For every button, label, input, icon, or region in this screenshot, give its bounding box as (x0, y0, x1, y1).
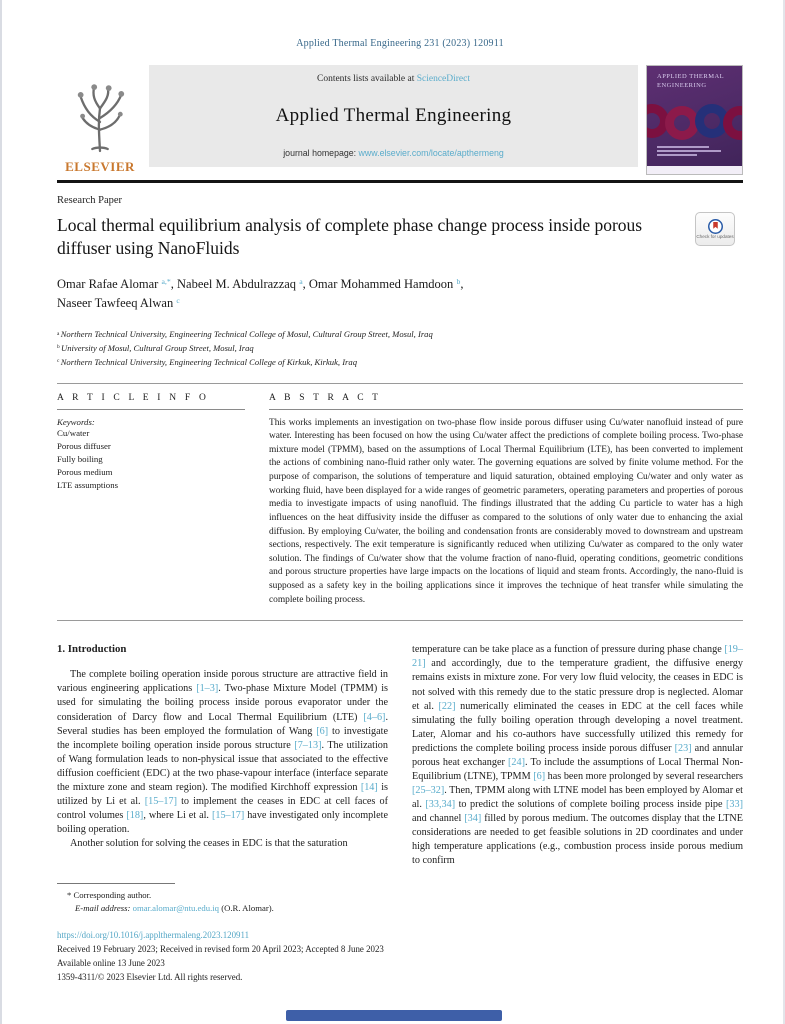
header-divider (57, 180, 743, 183)
paper-title: Local thermal equilibrium analysis of complete phase change process inside porous diffuser using NanoFluids (57, 215, 643, 259)
footnote-divider (57, 883, 175, 884)
citation-link[interactable]: [6] (316, 725, 329, 737)
received-dates-line: Received 19 February 2023; Received in revised form 20 April 2023; Accepted 8 June 2023 (57, 943, 384, 954)
citation-link[interactable]: [15–17] (144, 795, 177, 807)
citation-link[interactable]: [14] (360, 781, 378, 793)
keyword: LTE assumptions (57, 480, 119, 491)
cover-ring-decoration (723, 106, 743, 140)
cover-ring-decoration (665, 106, 699, 140)
keyword: Fully boiling (57, 453, 103, 464)
abstract-heading: A B S T R A C T (269, 392, 382, 403)
elsevier-logo-text: ELSEVIER (65, 159, 135, 174)
citation-link[interactable]: a,* (161, 276, 171, 286)
email-link[interactable]: omar.alomar@ntu.edu.iq (132, 903, 220, 914)
section-divider (57, 383, 743, 384)
article-info-heading: A R T I C L E I N F O (57, 392, 210, 403)
cover-text-lines (657, 146, 721, 158)
keyword: Porous medium (57, 467, 113, 478)
intro-paragraph-continued: temperature can be take place as a function of pressure during phase change [19–21] and accordingly, due to the temperature gradient, the diffusive energy remains exists in mixture zone. For very low fluid velocity, the ceases in EDC is not solved with this remedy due to the static pressure drop is neglected. Alomar et al. [22] numerically eliminated the ceases in EDC at the cell faces while simulating the fully boiling operation through developing a novel treatment. Later, Alomar and his co-authors have successfully utilized this remedy for predictions the complete boiling process inside porous diffuser [23] and annular porous heat exchanger [24]. To include the assumptions of Local Thermal Non-Equilibrium (LTNE), TPMM [6] has been more prolonged by several researchers [25–32]. Then, TPMM along with LTNE model has been employed by Alomar et al. [33,34] to predict the solutions of complete boiling process inside pipe [33] and channel [34] filled by porous medium. The outcomes display that the LTNE considerations are needed to get feasible solutions in 2D coordinates and under high temperature applications (e.g., combustion process inside porous medium to confirm (412, 644, 743, 867)
citation-link[interactable]: [23] (674, 742, 692, 754)
footnotes (57, 889, 743, 916)
citation-link[interactable]: [6] (533, 770, 546, 782)
journal-banner (149, 65, 638, 167)
intro-paragraph-2: Another solution for solving the ceases in EDC is that the saturation (70, 838, 348, 850)
body-columns (57, 643, 743, 868)
citation-link[interactable]: [25–32] (412, 785, 445, 797)
citation-link[interactable]: a (299, 276, 303, 286)
article-type-label: Research Paper (57, 195, 123, 206)
keyword: Cu/water (57, 427, 90, 438)
cover-title: APPLIED THERMAL ENGINEERING (657, 73, 724, 89)
affiliation-a: $^a$ Northern Technical University, Engineering Technical College of Mosul, Cultural Group Street, Mosul, Iraq (57, 329, 433, 340)
citation-link[interactable]: [34] (464, 813, 482, 825)
author-line-2: Naseer Tawfeeq Alwan $^c$ (57, 295, 180, 310)
citation-link[interactable]: [7–13] (294, 739, 322, 751)
citation-link[interactable]: [33] (726, 799, 743, 811)
journal-cover-thumbnail (646, 65, 743, 175)
running-head-citation: Applied Thermal Engineering 231 (2023) 120911 (296, 38, 504, 49)
elsevier-logo (57, 65, 149, 175)
author-line-1: Omar Rafae Alomar $^{a,*}$, Nabeel M. Abdulrazzaq $^a$, Omar Mohammed Hamdoon $^b$, (57, 276, 464, 291)
citation-link[interactable]: [33,34] (425, 799, 456, 811)
journal-title: Applied Thermal Engineering (275, 105, 512, 126)
author-list (57, 275, 743, 314)
citation-link[interactable]: [1–3] (196, 683, 219, 695)
heading-rule (269, 409, 743, 410)
affiliation-b: $^b$ University of Mosul, Cultural Group Street, Mosul, Iraq (57, 343, 254, 354)
left-column (57, 643, 388, 868)
homepage-link[interactable]: www.elsevier.com/locate/apthermeng (358, 148, 504, 158)
affiliations (57, 328, 743, 369)
keywords-label: Keywords: (57, 416, 95, 427)
copyright-line: 1359-4311/© 2023 Elsevier Ltd. All rights reserved. (57, 972, 243, 983)
check-for-updates-badge[interactable] (695, 212, 735, 246)
keyword: Porous diffuser (57, 440, 111, 451)
citation-link[interactable]: c (176, 296, 180, 306)
citation-link[interactable]: [18] (126, 810, 144, 822)
citation-link[interactable]: [22] (438, 700, 456, 712)
available-online-line: Available online 13 June 2023 (57, 958, 165, 968)
sciencedirect-link[interactable]: ScienceDirect (416, 74, 470, 84)
email-line: E-mail address: omar.alomar@ntu.edu.iq (O.R. Alomar). (75, 903, 274, 914)
crossmark-icon (708, 219, 723, 234)
intro-paragraph-1: The complete boiling operation inside porous structure are attractive field in various engineering applications [1–3]. Two-phase Mixture Model (TPMM) is used for simulating the boiling process inside porous evaporator under the consideration of Darcy flow and Local Thermal Equilibrium (LTE) [4–6]. Several studies has been employed the formulation of Wang [6] to investigate the incomplete boiling operation inside porous structure [7–13]. The utilization of Wang formulation leads to non-physical issue that associated to the effective diffusion coefficient (EDC) at the two phase-vapour interface (interface separate the mixture zone and steam region). The modified Kirchhoff expression [14] is utilized by Li et al. [15–17] to implement the ceases in EDC at cell faces of control volumes [18], where Li et al. [15–17] have investigated only incomplete boiling operation. (57, 669, 389, 836)
cover-bottom-strip (647, 166, 742, 174)
article-info-section (57, 393, 245, 608)
corresponding-author-note: * Corresponding author. (67, 889, 152, 900)
abstract-text: This works implements an investigation on two-phase flow inside porous diffuser using Cu/water nanofluid instead of pure water. Interesting has been focused on how the using Cu/water affect the predictions of complete boiling process. Two-phase mixture model (TPMM), based on the assumptions of Local Thermal Equilibrium (LTE), has been converted to implement the actions of combining nano-fluid rather only water. The governing equations are solved by finite volume method. For the purpose of comparison, the solutions of temperature and liquid saturation, obtained employing Cu/water and only water as working fluid, have been displayed for a wide ranges of geometric parameters, operating parameters and properties of porous media to investigate impacts of using nanofluid. The findings illustrated that the adding Cu particle to water has a high influences on the heat diffusivity inside the diffuser as compared to the solutions of only water due to enhancing the axial diffusion. By employing Cu/water, the boiling and condensation fronts are considerably moved to downstream and upstream sections, respectively. The exit temperature is significantly reduced when utilizing Cu/water as compared to the only water solution. The findings of Cu/water show that the volume fraction of nano-fluid, operating conditions, geometric conditions and porous structure properties have large impacts on the locations of liquid and steam fronts. Accordingly, the nano-fluid is supposed as a safety key in the boiling applications since it improves the technique of heat transfer while simulating the complete boiling process. (269, 417, 743, 605)
abstract-bottom-divider (57, 620, 743, 621)
citation-link[interactable]: [24] (508, 756, 526, 768)
citation-link[interactable]: [4–6] (363, 711, 386, 723)
heading-rule (57, 409, 245, 410)
elsevier-tree-icon (71, 83, 129, 157)
right-column (412, 643, 743, 868)
doi-link[interactable]: https://doi.org/10.1016/j.applthermaleng.2023.120911 (57, 929, 250, 940)
citation-link[interactable]: b (456, 276, 461, 286)
affiliation-c: $^c$ Northern Technical University, Engineering Technical College of Kirkuk, Kirkuk, Iraq (57, 356, 357, 367)
journal-homepage-line: journal homepage: www.elsevier.com/locate/apthermeng (283, 148, 504, 158)
abstract-section (269, 393, 743, 608)
journal-header (57, 65, 743, 175)
citation-link[interactable]: [15–17] (211, 810, 245, 822)
check-updates-label: Check for updates (696, 233, 734, 239)
article-footer (57, 928, 743, 985)
citation-link[interactable]: [19–21] (412, 644, 743, 670)
contents-list-line: Contents lists available at ScienceDirect (316, 74, 470, 84)
introduction-heading: 1. Introduction (57, 643, 127, 656)
scroll-indicator-bar[interactable] (286, 1010, 502, 1021)
